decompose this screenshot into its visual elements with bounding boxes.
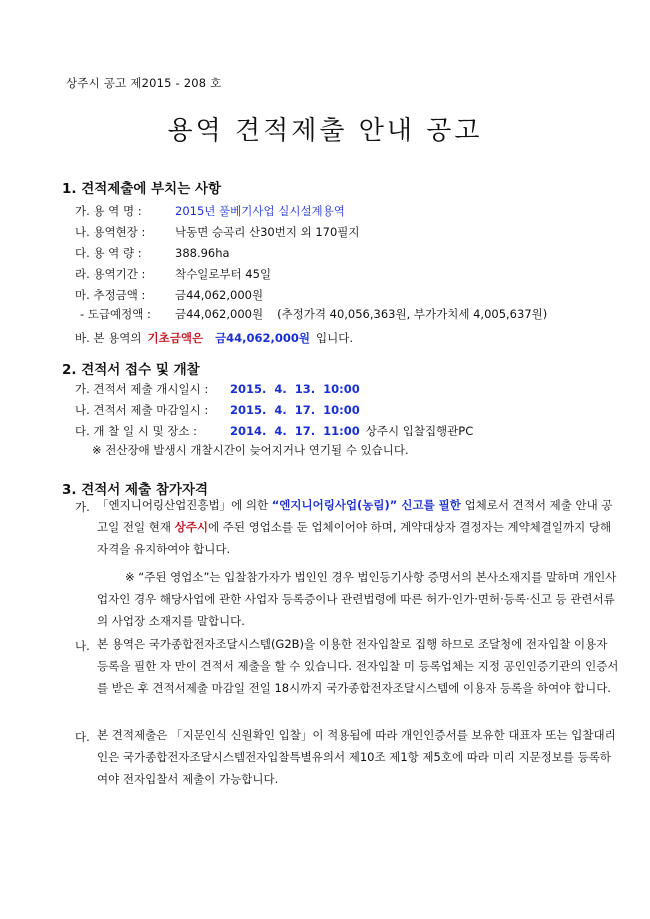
section-2-heading: 2. 견적서 접수 및 개찰 bbox=[62, 362, 200, 378]
row-service-period bbox=[75, 266, 271, 282]
notice-number: 상주시 공고 제2015 - 208 호 bbox=[66, 76, 222, 90]
row-service-amount bbox=[75, 245, 230, 261]
row-label: 나. 용역현장 : bbox=[75, 225, 146, 239]
row-label: 다. 용 역 량 : bbox=[75, 246, 142, 260]
service-period-value: 착수일로부터 45일 bbox=[175, 267, 272, 281]
row-label: 나. 견적서 제출 마감일시 : bbox=[75, 403, 209, 417]
submit-open-value: 2015. 4. 13. 10:00 bbox=[230, 382, 360, 396]
service-site-value: 낙동면 승곡리 산30번지 외 170필지 bbox=[175, 225, 360, 239]
row-opening bbox=[75, 423, 473, 439]
engineering-report-requirement: “엔지니어링사업(농림)” 신고를 필한 bbox=[271, 498, 461, 512]
list-marker: 다. bbox=[75, 730, 90, 744]
qualification-ga-text: 업체로서 견적서 제출 안내 공고일 전일 현재 bbox=[97, 498, 613, 534]
qualification-ga bbox=[97, 494, 622, 560]
service-name-value: 2015년 풀베기사업 실시설계용역 bbox=[175, 204, 345, 218]
row-estimated-price bbox=[75, 287, 263, 303]
page-title: 용역 견적제출 안내 공고 bbox=[167, 116, 483, 146]
section-1-heading: 1. 견적제출에 부치는 사항 bbox=[62, 181, 222, 197]
opening-place: 상주시 입찰집행관PC bbox=[365, 424, 474, 438]
row-service-name bbox=[75, 203, 345, 219]
list-marker: 가. bbox=[75, 500, 90, 514]
sangju-city: 상주시 bbox=[174, 520, 208, 534]
qualification-da: 본 견적제출은 「지문인식 신원확인 입찰」이 적용됨에 따라 개인인증서를 보유한 대표자 또는 입찰대리인은 국가종합전자조달시스템전자입찰특별유의서 제10조 제1항 제5호에 따라 미리 지문정보를 등록하여야 전자입찰서 제출이 가능합니다. bbox=[97, 728, 616, 786]
service-amount-value: 388.96ha bbox=[175, 246, 230, 260]
row-label: 라. 용역기간 : bbox=[75, 267, 146, 281]
submit-close-value: 2015. 4. 17. 10:00 bbox=[230, 403, 360, 417]
base-amount-suffix: 입니다. bbox=[316, 331, 354, 345]
qualification-ga-text: 에 주된 영업소를 둔 업체이어야 하며, 계약대상자 결정자는 계약체결일까지 당해 자격을 유지하여야 합니다. bbox=[97, 520, 612, 556]
row-service-site bbox=[75, 224, 360, 240]
opening-value: 2014. 4. 17. 11:00 bbox=[230, 424, 360, 438]
base-amount-prefix: 바. 본 용역의 bbox=[75, 331, 142, 345]
row-submit-open bbox=[75, 381, 360, 397]
row-label: 마. 추정금액 : bbox=[75, 288, 146, 302]
base-amount-value: 금44,062,000원 bbox=[215, 331, 311, 345]
row-label: 가. 용 역 명 : bbox=[75, 204, 142, 218]
base-amount-label: 기초금액은 bbox=[147, 331, 204, 345]
row-contract-price bbox=[80, 306, 547, 322]
list-marker: 나. bbox=[75, 639, 90, 653]
row-submit-close bbox=[75, 402, 360, 418]
row-label: 다. 개 찰 일 시 및 장소 : bbox=[75, 424, 197, 438]
system-failure-note: ※ 전산장애 발생시 개찰시간이 늦어지거나 연기될 수 있습니다. bbox=[92, 443, 409, 457]
main-office-note: ※ “주된 영업소”는 입찰참가자가 법인인 경우 법인등기사항 증명서의 본사소재지를 말하며 개인사업자인 경우 해당사업에 관한 사업자 등록증이나 관련법령에 따른 허가·인가·면허·등록·신고 등 관련서류의 사업장 소재지를 말합니다. bbox=[97, 570, 617, 628]
contract-price-detail: (추정가격 40,056,363원, 부가가치세 4,005,637원) bbox=[277, 307, 548, 321]
contract-price-value: 금44,062,000원 bbox=[175, 307, 264, 321]
section-3-heading: 3. 견적서 제출 참가자격 bbox=[62, 482, 208, 498]
row-label: - 도급예정액 : bbox=[80, 307, 151, 321]
qualification-na: 본 용역은 국가종합전자조달시스템(G2B)을 이용한 전자입찰로 집행 하므로 조달청에 전자입찰 이용자 등록을 필한 자 만이 견적서 제출을 할 수 있습니다. 전자입찰 미 등록업체는 지정 공인인증기관의 인증서를 받은 후 견적서제출 마감일 전일 18시까지 국가종합전자조달시스템에 이용자 등록을 하여야 합니다. bbox=[97, 637, 619, 695]
row-base-amount bbox=[75, 330, 353, 346]
qualification-ga-text: 「엔지니어링산업진흥법」에 의한 bbox=[97, 498, 269, 512]
estimated-price-value: 금44,062,000원 bbox=[175, 288, 264, 302]
row-label: 가. 견적서 제출 개시일시 : bbox=[75, 382, 209, 396]
